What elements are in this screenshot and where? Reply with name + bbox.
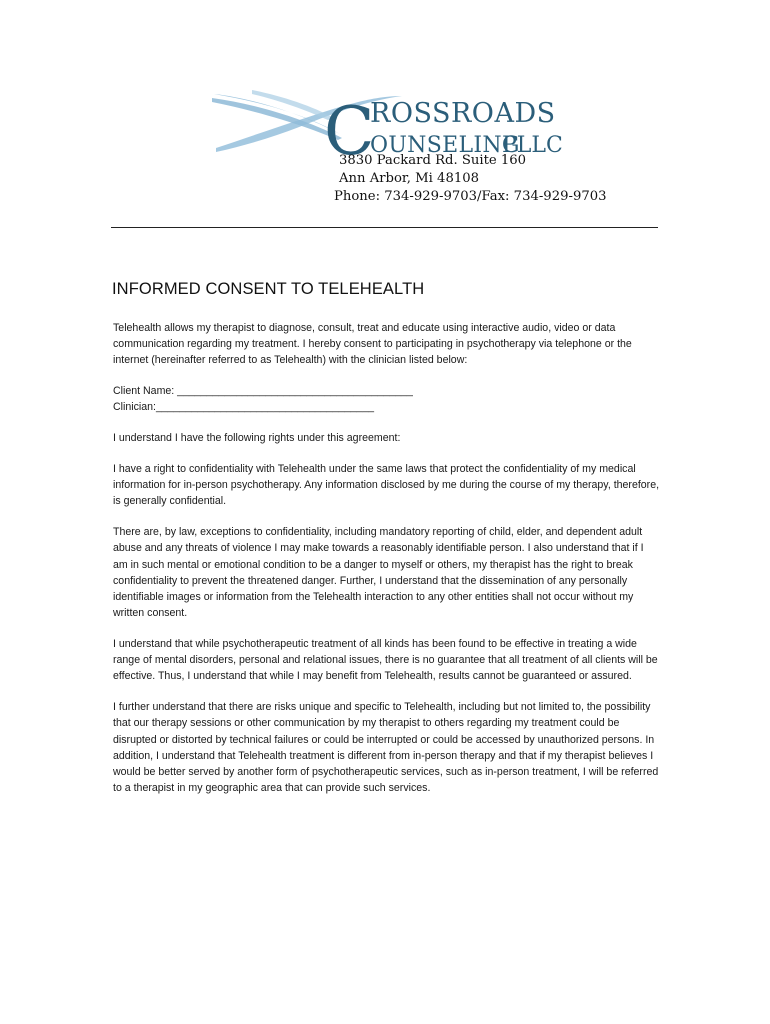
address-street: 3830 Packard Rd. Suite 160 [339, 153, 527, 168]
rights-intro: I understand I have the following rights under this agreement: [113, 432, 401, 445]
confidentiality-paragraph: I have a right to confidentiality with Telehealth under the same laws that protect the confidentiality of my medical information for in-person psychotherapy. Any information disclosed by me during the course of my therapy, therefore, is generally confidential. [113, 463, 660, 508]
logo-line2: OUNSELING [370, 133, 520, 158]
intro-paragraph: Telehealth allows my therapist to diagnose, consult, treat and educate using interactive audio, video or data communication regarding my treatment. I hereby consent to participating in psychotherapy via telephone or the internet (hereinafter referred to as Telehealth) with the clinician listed below: [113, 322, 632, 367]
logo-line1: ROSSROADS [370, 98, 556, 129]
address-city: Ann Arbor, Mi 48108 [339, 171, 480, 186]
document-body [113, 320, 661, 811]
header-divider [111, 227, 658, 228]
effectiveness-paragraph: I understand that while psychotherapeutic treatment of all kinds has been found to be effective in treating a wide range of mental disorders, personal and relational issues, there is no guarantee that all treatment of all clients will be effective. Thus, I understand that while I may benefit from Telehealth, results cannot be guaranteed or assured. [113, 638, 658, 683]
exceptions-paragraph: There are, by law, exceptions to confidentiality, including mandatory reporting of child, elder, and dependent adult abuse and any threats of violence I may make towards a reasonably identifiable person. I also understand that if I am in such mental or emotional condition to be a danger to myself or others, my therapist has the right to break confidentiality to prevent the threatened danger. Further, I understand that the dissemination of any personally identifiable images or information from the Telehealth interaction to any other entities shall not occur without my written consent. [113, 526, 644, 620]
signature-fields [113, 383, 661, 415]
risks-paragraph: I further understand that there are risks unique and specific to Telehealth, including but not limited to, the possibility that our therapy sessions or other communication by my therapist to others regarding my treatment could be disrupted or distorted by technical failures or could be interrupted or could be accessed by unauthorized persons. In addition, I understand that Telehealth treatment is different from in-person therapy and that if my therapist believes I would be better served by another form of psychotherapeutic services, such as in-person treatment, I will be referred to a therapist in my geographic area that can provide such services. [113, 701, 659, 795]
logo-initial: C [324, 93, 375, 160]
company-address [334, 152, 607, 206]
document-title: INFORMED CONSENT TO TELEHEALTH [112, 280, 425, 298]
crossroads-logo-mark [212, 88, 572, 160]
crossroads-logo [212, 88, 572, 160]
address-phone-fax: Phone: 734-929-9703/Fax: 734-929-9703 [334, 189, 607, 204]
clinician-field[interactable]: Clinician:_____________________________________ [113, 401, 374, 414]
client-name-field[interactable]: Client Name: ________________________________________ [113, 385, 413, 398]
logo-suffix: PLLC [502, 133, 563, 158]
